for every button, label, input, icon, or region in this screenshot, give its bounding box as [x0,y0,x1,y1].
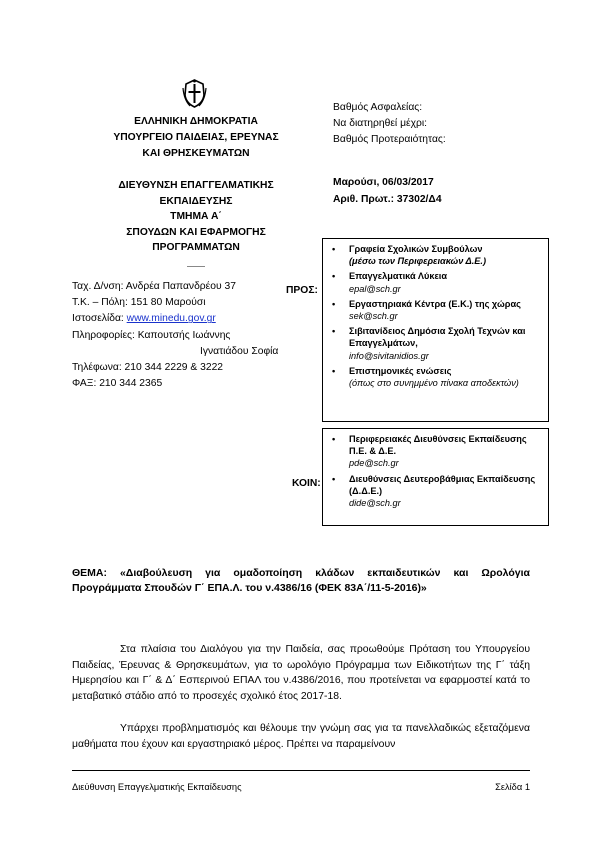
dept-line-5: ΠΡΟΓΡΑΜΜΑΤΩΝ [152,242,240,253]
organization-heading [106,114,286,162]
bullet-icon: • [332,473,336,484]
recipient-name: Περιφερειακές Διευθύνσεις Εκπαίδευσης Π.Ε. & Δ.Ε. [349,434,527,457]
contact-fax: ΦΑΞ: 210 344 2365 [72,378,163,390]
recipient-name: Σιβιτανίδειος Δημόσια Σχολή Τεχνών και Επαγγελμάτων, [349,326,526,349]
protocol-number: Αριθ. Πρωτ.: 37302/Δ4 [333,194,442,205]
greek-coat-of-arms-icon [181,78,208,109]
recipient-detail: pde@sch.gr [349,458,399,469]
dept-line-4: ΣΠΟΥΔΩΝ ΚΑΙ ΕΦΑΡΜΟΓΗΣ [126,226,266,238]
bullet-icon: • [332,326,336,337]
bullet-icon: • [332,434,336,444]
dept-line-3: ΤΜΗΜΑ Α΄ [170,211,222,222]
recipient-item [329,365,542,389]
recipient-name: Επιστημονικές ενώσεις [349,365,452,376]
cc-recipients-box [322,428,549,526]
dept-line-2: ΕΚΠΑΙΔΕΥΣΗΣ [159,195,233,207]
page-number: Σελίδα 1 [495,782,530,792]
recipient-detail: sek@sch.gr [349,311,398,322]
bullet-icon: • [332,271,336,282]
website-link[interactable]: www.minedu.gov.gr [126,313,216,325]
recipient-item [329,433,542,470]
recipient-item [329,473,542,510]
body-paragraph-2: Υπάρχει προβληματισμός και θέλουμε την γνώμη σας για τα πανελλαδικώς εξεταζόμενα μαθήματα που έχουν και εργαστηριακό μέρος. Πρέπει να παραμείνουν [72,723,530,750]
contact-details [72,279,278,392]
priority-level: Βαθμός Προτεραιότητας: [333,134,446,146]
document-date: Μαρούσι, 06/03/2017 [333,177,434,188]
date-protocol [333,174,442,208]
cc-label: ΚΟΙΝ: [292,478,321,489]
to-recipients-list [329,243,542,389]
contact-phone: Τηλέφωνα: 210 344 2229 & 3222 [72,362,224,374]
body-paragraph-1: Στα πλαίσια του Διαλόγου για την Παιδεία, σας προωθούμε Πρόταση του Υπουργείου Παιδείας, Έρευνας & Θρησκευμάτων, για το ωρολόγιο Πρόγραμμα των Ειδικοτήτων της Γ΄ τάξη Ημερησίου και Γ΄ & Δ΄ Εσπερινού ΕΠΑΛ του ν.4386/2016, που προτείνεται να εφαρμοστεί κατά το μεταβατικό στάδιο από το προσεχές σχολικό έτος 2017-18. [72,644,530,702]
recipient-name: Γραφεία Σχολικών Συμβούλων [349,244,483,254]
recipient-name: Επαγγελματικά Λύκεια [349,271,448,282]
security-level: Βαθμός Ασφαλείας: [333,102,423,113]
keep-until: Να διατηρηθεί μέχρι: [333,118,427,130]
recipient-detail: (όπως στο συνημμένο πίνακα αποδεκτών) [349,378,519,389]
org-line-3: ΚΑΙ ΘΡΗΣΚΕΥΜΑΤΩΝ [142,148,250,159]
recipient-name: Διευθύνσεις Δευτεροβάθμιας Εκπαίδευσης (Δ.Δ.Ε.) [349,473,536,496]
recipient-name: Εργαστηριακά Κέντρα (Ε.Κ.) της χώρας [349,298,521,309]
recipient-detail: (μέσω των Περιφερειακών Δ.Ε.) [349,256,486,267]
recipient-item [329,298,542,322]
org-line-2: ΥΠΟΥΡΓΕΙΟ ΠΑΙΔΕΙΑΣ, ΕΡΕΥΝΑΣ [113,132,279,143]
recipient-detail: dide@sch.gr [349,498,401,509]
recipient-detail: epal@sch.gr [349,283,401,294]
to-recipients-box [322,238,549,422]
department-heading [106,178,286,256]
recipient-item [329,325,542,362]
contact-info-2: Ιγνατιάδου Σοφία [200,345,279,357]
bullet-icon: • [332,244,336,254]
footer-rule [72,770,530,771]
contact-website [72,311,278,327]
website-label: Ιστοσελίδα: [72,313,127,325]
contact-info-1: Πληροφορίες: Καπουτσής Ιωάννης [72,329,231,341]
recipient-item [329,243,542,267]
contact-address: Ταχ. Δ/νση: Ανδρέα Παπανδρέου 37 [72,281,236,292]
bullet-icon: • [332,298,336,309]
recipient-detail: info@sivitanidios.gr [349,350,429,361]
cc-recipients-list [329,433,542,509]
footer-department: Διεύθυνση Επαγγελματικής Εκπαίδευσης [72,782,242,792]
contact-postal: Τ.Κ. – Πόλη: 151 80 Μαρούσι [72,297,206,309]
dept-line-1: ΔΙΕΥΘΥΝΣΗ ΕΠΑΓΓΕΛΜΑΤΙΚΗΣ [118,180,274,191]
to-label: ΠΡΟΣ: [286,285,318,296]
org-line-1: ΕΛΛΗΝΙΚΗ ΔΗΜΟΚΡΑΤΙΑ [134,116,258,127]
heading-divider [187,266,205,267]
subject-line: ΘΕΜΑ: «Διαβούλευση για ομαδοποίηση κλάδων εκπαιδευτικών και Ωρολόγια Προγράμματα Σπουδών Γ΄ ΕΠΑ.Λ. του ν.4386/16 (ΦΕΚ 83Α΄/11-5-2016)» [72,567,530,594]
bullet-icon: • [332,365,336,376]
classification-meta [333,100,446,149]
recipient-item [329,270,542,294]
